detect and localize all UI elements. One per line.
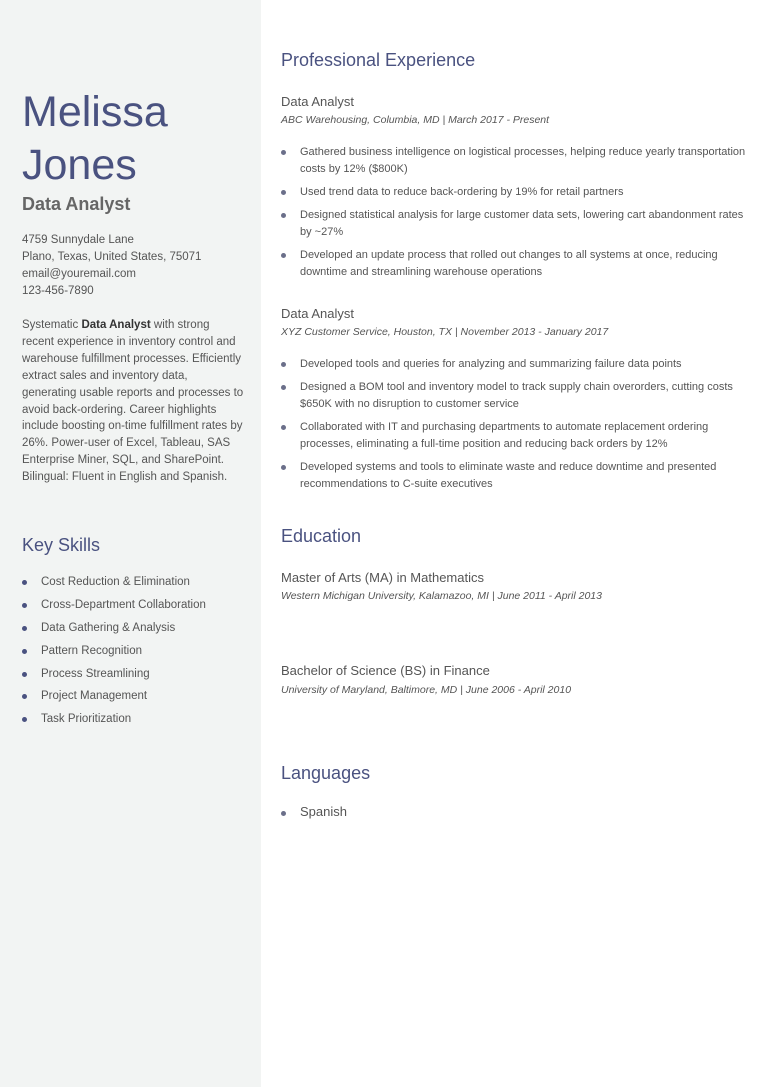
bullet-icon xyxy=(281,253,286,258)
languages-heading: Languages xyxy=(281,763,371,783)
job-bullets xyxy=(281,356,751,500)
job-company-dates: XYZ Customer Service, Houston, TX | November 2013 - January 2017 xyxy=(281,326,609,338)
skill-item xyxy=(22,574,206,597)
bullet-text: Developed systems and tools to eliminate waste and reduce downtime and presented recommendations to C-suite executives xyxy=(300,461,717,491)
skill-item xyxy=(22,597,206,620)
bullet-icon xyxy=(281,425,286,430)
bullet-icon xyxy=(281,190,286,195)
candidate-title: Data Analyst xyxy=(22,194,131,214)
bullet-text: Gathered business intelligence on logistical processes, helping reduce yearly transportation costs by 12% ($800K) xyxy=(300,146,746,175)
skill-label: Task Prioritization xyxy=(41,713,132,726)
contact-info xyxy=(22,232,201,300)
job-bullet xyxy=(281,207,751,241)
phone: 123-456-7890 xyxy=(22,285,94,297)
bullet-text: Designed statistical analysis for large customer data sets, lowering cart abandonment rates by ~27% xyxy=(300,209,744,239)
bullet-icon xyxy=(281,811,286,816)
job-title: Data Analyst xyxy=(281,94,354,109)
bullet-text: Developed an update process that rolled out changes to all systems at once, reducing downtime and streamlining warehouse operations xyxy=(300,249,718,279)
summary xyxy=(22,317,244,486)
bullet-icon xyxy=(22,580,27,585)
skill-item xyxy=(22,688,206,711)
job-company-dates: ABC Warehousing, Columbia, MD | March 2017 - Present xyxy=(281,114,550,126)
school-dates: University of Maryland, Baltimore, MD | June 2006 - April 2010 xyxy=(281,684,572,696)
bullet-icon xyxy=(22,717,27,722)
degree-title: Master of Arts (MA) in Mathematics xyxy=(281,570,484,585)
skill-label: Cost Reduction & Elimination xyxy=(41,576,190,588)
summary-prefix: Systematic xyxy=(22,319,82,331)
bullet-icon xyxy=(281,362,286,367)
skill-item xyxy=(22,711,206,734)
job-bullets xyxy=(281,144,751,288)
education-heading: Education xyxy=(281,526,362,546)
language-item xyxy=(281,804,347,819)
skill-item xyxy=(22,620,206,643)
last-name: Jones xyxy=(22,141,137,189)
bullet-text: Developed tools and queries for analyzing and summarizing failure data points xyxy=(300,358,682,370)
candidate-name xyxy=(22,86,168,192)
job-bullet xyxy=(281,356,751,373)
skill-item xyxy=(22,666,206,689)
language-label: Spanish xyxy=(300,804,347,819)
skills-list xyxy=(22,574,206,734)
job-bullet xyxy=(281,184,751,201)
skill-label: Project Management xyxy=(41,690,148,703)
bullet-icon xyxy=(22,603,27,608)
skill-item xyxy=(22,643,206,666)
skill-label: Cross-Department Collaboration xyxy=(41,598,206,611)
job-bullet xyxy=(281,247,751,281)
job-bullet xyxy=(281,419,751,453)
summary-bold: Data Analyst xyxy=(81,319,151,331)
bullet-icon xyxy=(281,213,286,218)
job-bullet xyxy=(281,144,751,178)
bullet-text: Collaborated with IT and purchasing departments to automate replacement ordering processes, eliminating a full-time position and reducing back orders by 12% xyxy=(300,421,709,451)
bullet-icon xyxy=(281,150,286,155)
job-bullet xyxy=(281,379,751,413)
sidebar xyxy=(0,0,261,1087)
bullet-icon xyxy=(281,385,286,390)
bullet-icon xyxy=(22,694,27,699)
bullet-text: Designed a BOM tool and inventory model to track supply chain overorders, cutting costs $650K with no disruption to customer service xyxy=(300,381,733,411)
skills-heading: Key Skills xyxy=(22,535,101,555)
skill-label: Pattern Recognition xyxy=(41,644,143,657)
bullet-icon xyxy=(22,649,27,654)
degree-title: Bachelor of Science (BS) in Finance xyxy=(281,663,490,678)
school-dates: Western Michigan University, Kalamazoo, MI | June 2011 - April 2013 xyxy=(281,590,602,602)
skill-label: Process Streamlining xyxy=(41,667,150,680)
bullet-icon xyxy=(22,626,27,631)
address-line-2: Plano, Texas, United States, 75071 xyxy=(22,251,202,263)
job-title: Data Analyst xyxy=(281,306,354,321)
address-line-1: 4759 Sunnydale Lane xyxy=(22,234,134,246)
summary-rest: with strong recent experience in inventory control and warehouse fulfillment processes. Efficiently extract sales and inventory data, generating usable reports and processes to avoid back-ordering. Career highlights include boosting on-time fulfillment rates by 26%. Power-user of Excel, Tableau, SAS Enterprise Miner, SQL, and SharePoint. Bilingual: Fluent in English and Spanish. xyxy=(22,319,244,484)
first-name: Melissa xyxy=(22,88,168,136)
bullet-icon xyxy=(22,672,27,677)
skill-label: Data Gathering & Analysis xyxy=(41,621,176,634)
experience-heading: Professional Experience xyxy=(281,50,476,70)
job-bullet xyxy=(281,459,751,493)
email: email@youremail.com xyxy=(22,268,136,280)
bullet-icon xyxy=(281,465,286,470)
bullet-text: Used trend data to reduce back-ordering by 19% for retail partners xyxy=(300,186,624,199)
